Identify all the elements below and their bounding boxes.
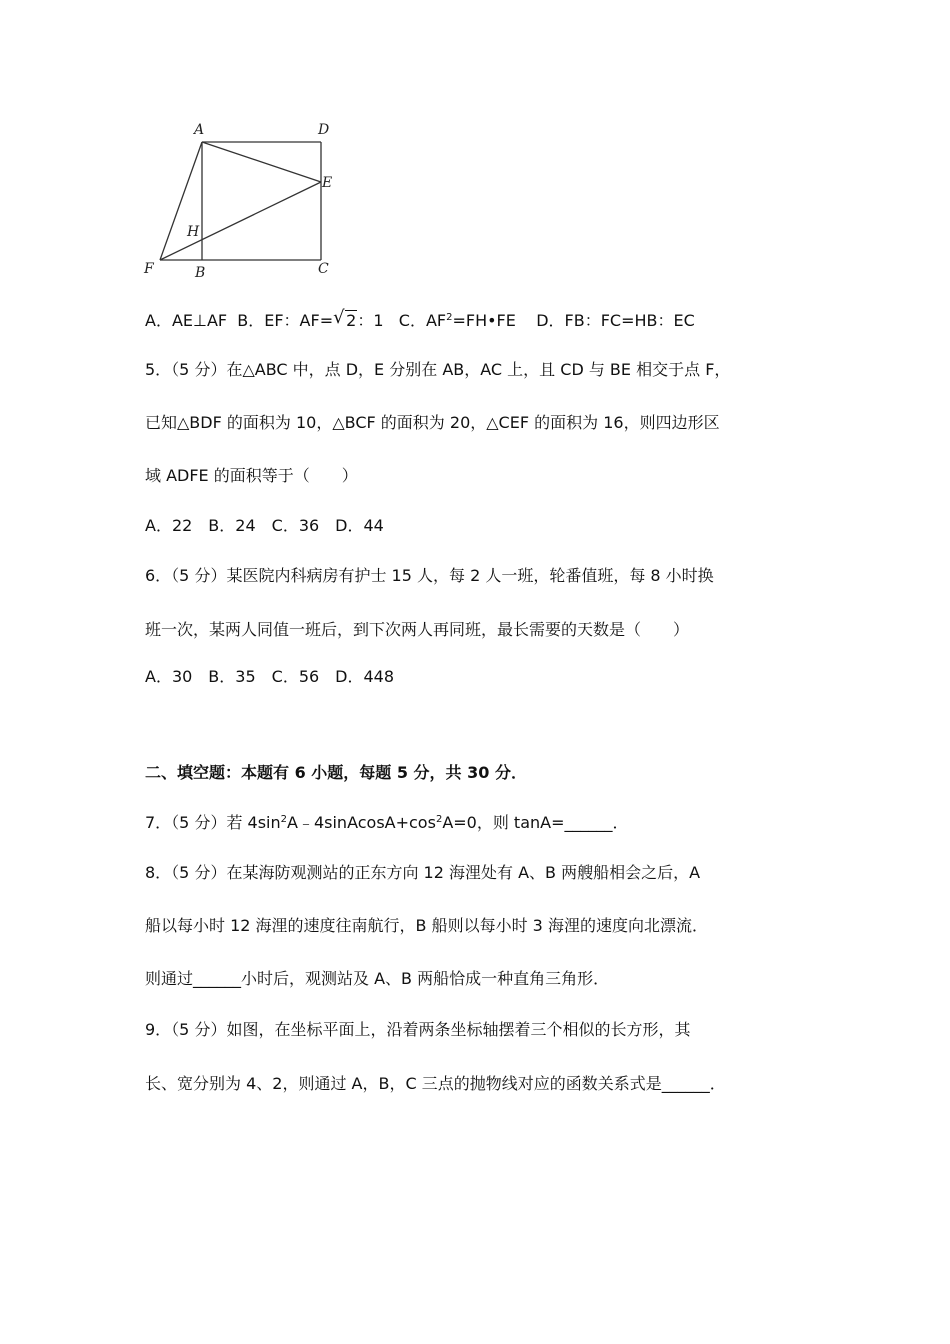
label-d: D (318, 122, 330, 138)
label-b: B (195, 265, 206, 281)
q8-line3: 则通过______小时后，观测站及 A、B 两船恰成一种直角三角形． (145, 969, 610, 988)
q5-options: A．22 B．24 C．36 D．44 (145, 516, 384, 535)
label-h: H (187, 224, 200, 240)
q8-line2: 船以每小时 12 海浬的速度往南航行，B 船则以每小时 3 海浬的速度向北漂流． (145, 916, 708, 935)
q7-line: 7．（5 分）若 $4\sin^2A﹣4sinAcosA+\cos^2A=0$，则 tanA=______． (145, 813, 629, 832)
label-e: E (322, 175, 333, 191)
q4-option-a: A．AE⊥AF (145, 311, 228, 330)
q5-line2: 已知△BDF 的面积为 10，△BCF 的面积为 20，△CEF 的面积为 16，则四边形区 (145, 413, 720, 432)
q4-option-d: D．FB：FC=HB：EC (536, 311, 695, 330)
label-a: A (194, 122, 205, 138)
q5-line3: 域 ADFE 的面积等于（ ） (145, 466, 358, 485)
q4-option-c: C．$AF^2=FH•FE$ (398, 311, 516, 330)
section-title: 二、填空题：本题有 6 小题，每题 5 分，共 30 分． (145, 763, 527, 782)
q9-line1: 9．（5 分）如图，在坐标平面上，沿着两条坐标轴摆着三个相似的长方形，其 (145, 1020, 691, 1039)
q6-line2: 班一次，某两人同值一班后，到下次两人再同班，最长需要的天数是（ ） (145, 620, 690, 639)
q6-options: A．30 B．35 C．56 D．448 (145, 667, 395, 686)
label-c: C (318, 261, 329, 277)
q4-options (145, 307, 695, 332)
segment-ae (202, 142, 321, 182)
q5-line1: 5．（5 分）在△ABC 中，点 D，E 分别在 AB，AC 上，且 CD 与 BE 相交于点 F， (145, 360, 731, 379)
label-f: F (144, 261, 154, 277)
q9-line2: 长、宽分别为 4、2，则通过 A，B，C 三点的抛物线对应的函数关系式是______． (145, 1074, 726, 1093)
sqrt-symbol: √ 2 (333, 307, 357, 330)
geometry-figure (140, 118, 340, 283)
q6-line1: 6．（5 分）某医院内科病房有护士 15 人，每 2 人一班，轮番值班，每 8 小时换 (145, 566, 714, 585)
q8-line1: 8．（5 分）在某海防观测站的正东方向 12 海浬处有 A、B 两艘船相会之后，A (145, 863, 701, 882)
q4-option-b: B．EF：AF= √ 2：1 (237, 307, 384, 330)
